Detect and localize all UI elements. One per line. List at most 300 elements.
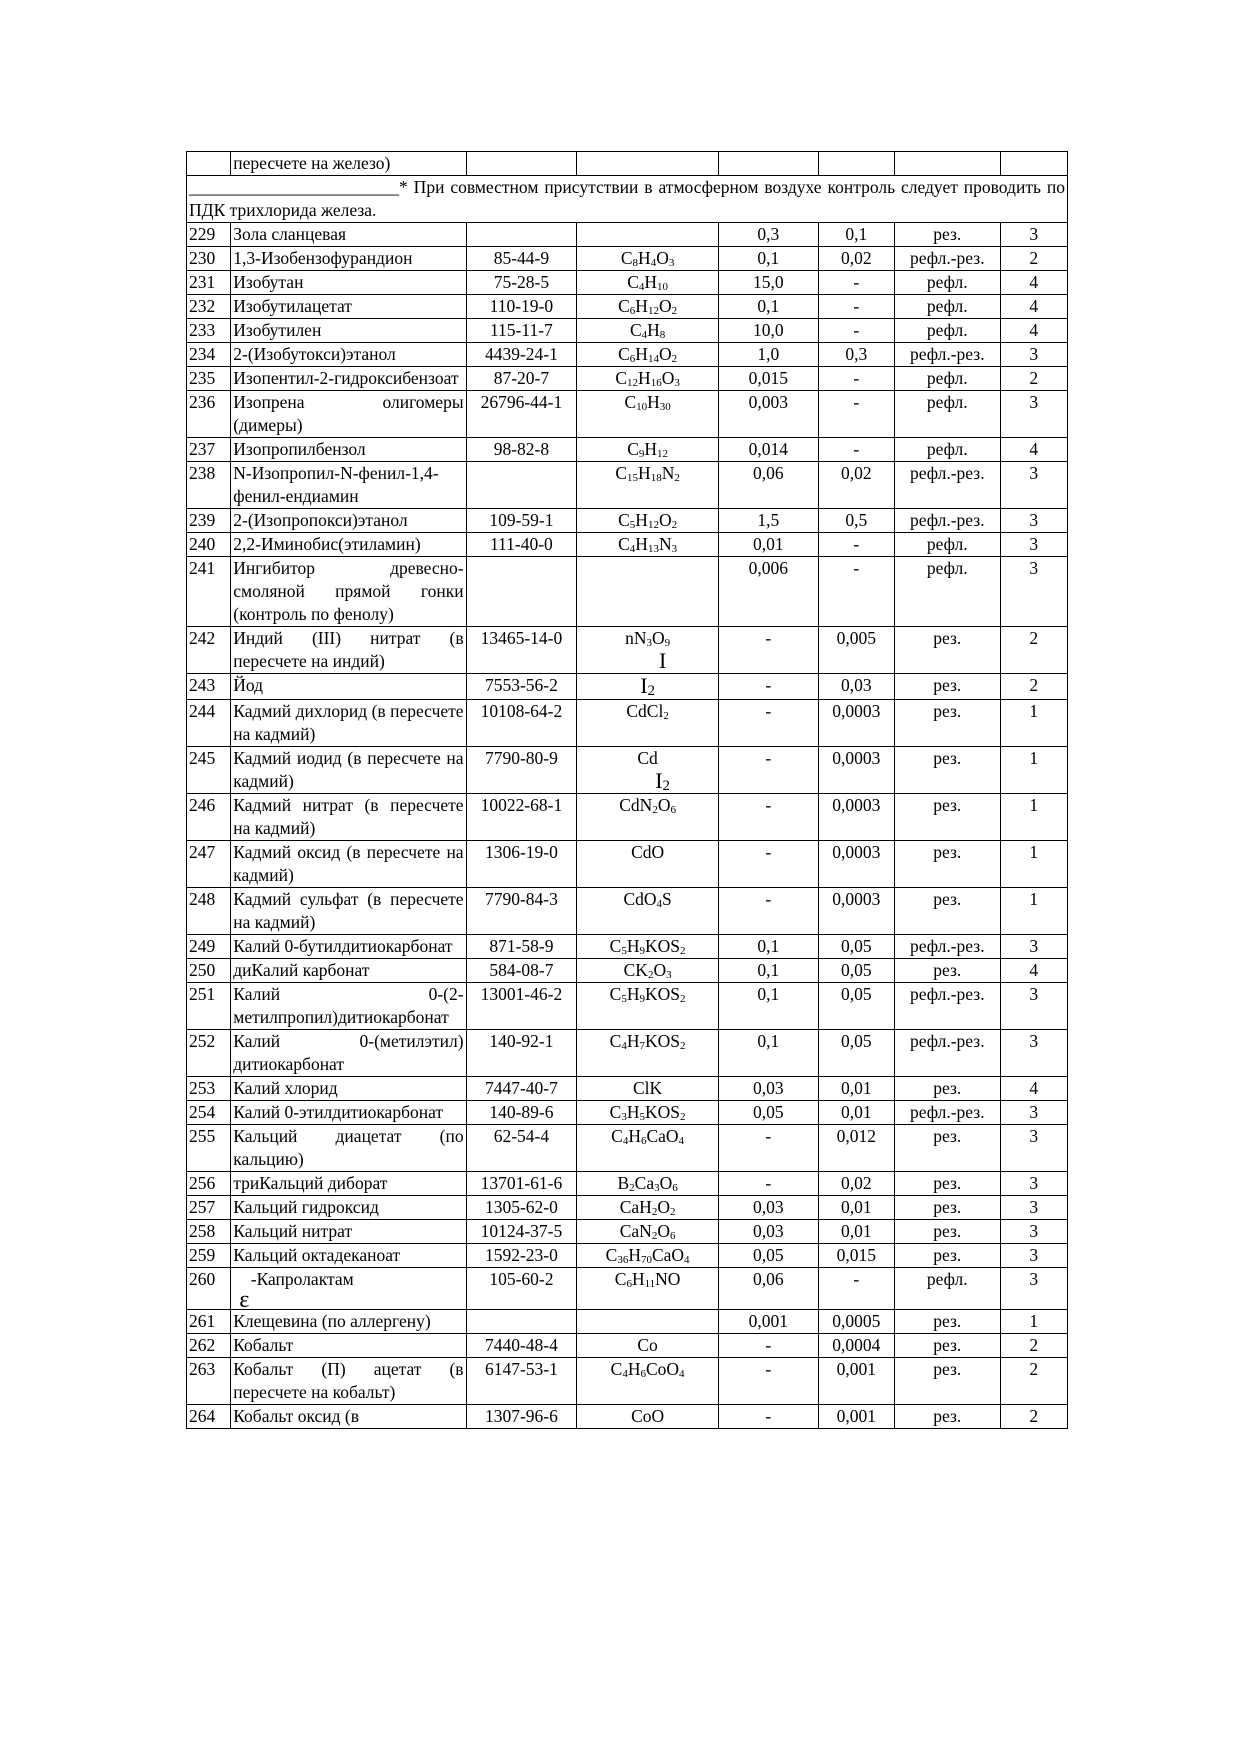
value1-cell: 1,0: [719, 343, 819, 367]
formula-cell: [577, 1310, 719, 1334]
cas-cell: 140-89-6: [466, 1101, 577, 1125]
value2-cell: 0,0004: [818, 1334, 894, 1358]
cas-cell: [466, 152, 577, 176]
value1-cell: 0,001: [719, 1310, 819, 1334]
hazard-class-cell: 1: [1000, 700, 1067, 747]
formula-cell: $C_{12}H_{16}O_3$: [577, 367, 719, 391]
row-number-cell: 241: [187, 557, 231, 627]
effect-type-cell: рефл.-рез.: [894, 1101, 1000, 1125]
value2-cell: 0,0003: [818, 700, 894, 747]
formula-cell: $C_9H_{12}$: [577, 438, 719, 462]
value2-cell: 0,05: [818, 983, 894, 1030]
hazard-class-cell: 4: [1000, 295, 1067, 319]
value2-cell: [818, 152, 894, 176]
effect-type-cell: рез.: [894, 1196, 1000, 1220]
row-number-cell: 257: [187, 1196, 231, 1220]
effect-type-cell: рез.: [894, 1310, 1000, 1334]
hazard-class-cell: 3: [1000, 1101, 1067, 1125]
cas-cell: 584-08-7: [466, 959, 577, 983]
value1-cell: -: [719, 747, 819, 794]
formula-cell: $C_4H_6CaO_4$: [577, 1125, 719, 1172]
effect-type-cell: рефл.: [894, 391, 1000, 438]
substance-name-cell: Кадмий нитрат (в пересчете на кадмий): [231, 794, 466, 841]
hazard-class-cell: 3: [1000, 983, 1067, 1030]
cas-cell: 1306-19-0: [466, 841, 577, 888]
row-number-cell: 247: [187, 841, 231, 888]
hazard-class-cell: 3: [1000, 343, 1067, 367]
value2-cell: 0,05: [818, 1030, 894, 1077]
formula-cell: $C_3H_5KOS_2$: [577, 1101, 719, 1125]
hazard-class-cell: 1: [1000, 841, 1067, 888]
substance-name-cell: Кобальт (П) ацетат (в пересчете на кобальт): [231, 1358, 466, 1405]
formula-cell: $C_5H_{12}O_2$: [577, 509, 719, 533]
value1-cell: 0,06: [719, 1268, 819, 1310]
substance-name-cell: Индий (III) нитрат (в пересчете на индий): [231, 627, 466, 674]
cas-cell: 85-44-9: [466, 247, 577, 271]
value2-cell: 0,05: [818, 935, 894, 959]
formula-cell: $C_6H_{12}O_2$: [577, 295, 719, 319]
value2-cell: 0,001: [818, 1405, 894, 1429]
hazard-class-cell: 3: [1000, 557, 1067, 627]
formula-cell: CdO: [577, 841, 719, 888]
cas-cell: 4439-24-1: [466, 343, 577, 367]
row-number-cell: 236: [187, 391, 231, 438]
substance-name-cell: Зола сланцевая: [231, 223, 466, 247]
substance-name-cell: Изобутилацетат: [231, 295, 466, 319]
hazard-class-cell: 3: [1000, 1220, 1067, 1244]
formula-cell: $C_{10}H_{30}$: [577, 391, 719, 438]
formula-cell: CoO: [577, 1405, 719, 1429]
effect-type-cell: рез.: [894, 794, 1000, 841]
substance-name-cell: Кадмий сульфат (в пересчете на кадмий): [231, 888, 466, 935]
effect-type-cell: рез.: [894, 627, 1000, 674]
hazard-class-cell: 3: [1000, 533, 1067, 557]
substance-name-cell: пересчете на железо): [231, 152, 466, 176]
value1-cell: 0,1: [719, 935, 819, 959]
formula-cell: $C_{36}H_{70}CaO_4$: [577, 1244, 719, 1268]
hazard-class-cell: 3: [1000, 1244, 1067, 1268]
table-row: [187, 1172, 1068, 1196]
value1-cell: 0,1: [719, 1030, 819, 1077]
hazard-class-cell: 4: [1000, 959, 1067, 983]
value2-cell: 0,5: [818, 509, 894, 533]
table-row: [187, 509, 1068, 533]
value1-cell: 0,015: [719, 367, 819, 391]
value2-cell: 0,05: [818, 959, 894, 983]
substance-name-cell: диКалий карбонат: [231, 959, 466, 983]
footnote-row: [187, 176, 1068, 223]
cas-cell: 7553-56-2: [466, 674, 577, 700]
formula-cell: [577, 557, 719, 627]
effect-type-cell: рефл.: [894, 367, 1000, 391]
substance-name-cell: Калий 0-(метилэтил) дитиокарбонат: [231, 1030, 466, 1077]
substance-name-cell: Изобутилен: [231, 319, 466, 343]
hazard-class-cell: [1000, 152, 1067, 176]
row-number-cell: 237: [187, 438, 231, 462]
formula-cell: $C_8H_4O_3$: [577, 247, 719, 271]
row-number-cell: 262: [187, 1334, 231, 1358]
value2-cell: 0,3: [818, 343, 894, 367]
table-row: [187, 391, 1068, 438]
effect-type-cell: рез.: [894, 1405, 1000, 1429]
table-row: [187, 152, 1068, 176]
value1-cell: 0,014: [719, 438, 819, 462]
row-number-cell: [187, 152, 231, 176]
substance-name-cell: Изопропилбензол: [231, 438, 466, 462]
table-row: [187, 983, 1068, 1030]
effect-type-cell: рефл.-рез.: [894, 983, 1000, 1030]
value1-cell: -: [719, 700, 819, 747]
row-number-cell: 235: [187, 367, 231, 391]
cas-cell: 10108-64-2: [466, 700, 577, 747]
cas-cell: [466, 1310, 577, 1334]
substance-name-cell: Йод: [231, 674, 466, 700]
hazard-class-cell: 3: [1000, 1172, 1067, 1196]
value1-cell: 0,05: [719, 1101, 819, 1125]
hazard-class-cell: 1: [1000, 1310, 1067, 1334]
value1-cell: -: [719, 1334, 819, 1358]
effect-type-cell: рез.: [894, 888, 1000, 935]
value1-cell: [719, 152, 819, 176]
table-row: [187, 888, 1068, 935]
hazard-class-cell: 1: [1000, 888, 1067, 935]
value1-cell: -: [719, 888, 819, 935]
table-row: [187, 438, 1068, 462]
effect-type-cell: рефл.: [894, 1268, 1000, 1310]
value2-cell: 0,005: [818, 627, 894, 674]
hazard-class-cell: 3: [1000, 509, 1067, 533]
hazard-class-cell: 3: [1000, 935, 1067, 959]
substance-name-cell: Изопентил-2-гидроксибензоат: [231, 367, 466, 391]
row-number-cell: 252: [187, 1030, 231, 1077]
row-number-cell: 229: [187, 223, 231, 247]
value2-cell: 0,001: [818, 1358, 894, 1405]
value1-cell: 0,1: [719, 295, 819, 319]
cas-cell: [466, 223, 577, 247]
formula-cell: Cd $I_2$: [577, 747, 719, 794]
row-number-cell: 250: [187, 959, 231, 983]
table-row: [187, 462, 1068, 509]
effect-type-cell: рез.: [894, 959, 1000, 983]
formula-cell: $C_5H_9KOS_2$: [577, 935, 719, 959]
value2-cell: 0,015: [818, 1244, 894, 1268]
effect-type-cell: рез.: [894, 1220, 1000, 1244]
value2-cell: 0,0005: [818, 1310, 894, 1334]
hazard-class-cell: 3: [1000, 1196, 1067, 1220]
value1-cell: -: [719, 794, 819, 841]
formula-cell: $C_4H_{13}N_3$: [577, 533, 719, 557]
value1-cell: 0,006: [719, 557, 819, 627]
effect-type-cell: рез.: [894, 1172, 1000, 1196]
value1-cell: -: [719, 627, 819, 674]
effect-type-cell: рез.: [894, 1077, 1000, 1101]
substance-name-cell: 1,3-Изобензофурандион: [231, 247, 466, 271]
row-number-cell: 263: [187, 1358, 231, 1405]
hazard-class-cell: 1: [1000, 794, 1067, 841]
hazard-class-cell: 3: [1000, 1030, 1067, 1077]
cas-cell: 6147-53-1: [466, 1358, 577, 1405]
table-row: [187, 533, 1068, 557]
cas-cell: 13001-46-2: [466, 983, 577, 1030]
cas-cell: [466, 557, 577, 627]
cas-cell: 871-58-9: [466, 935, 577, 959]
table-row: [187, 935, 1068, 959]
formula-cell: $nN_3O_9$ I: [577, 627, 719, 674]
row-number-cell: 249: [187, 935, 231, 959]
row-number-cell: 264: [187, 1405, 231, 1429]
value2-cell: 0,03: [818, 674, 894, 700]
cas-cell: 105-60-2: [466, 1268, 577, 1310]
table-row: [187, 1101, 1068, 1125]
table-row: [187, 1310, 1068, 1334]
value2-cell: 0,02: [818, 462, 894, 509]
table-row: [187, 367, 1068, 391]
table-row: [187, 223, 1068, 247]
row-number-cell: 246: [187, 794, 231, 841]
substances-table: [186, 151, 1068, 1429]
effect-type-cell: рефл.-рез.: [894, 343, 1000, 367]
value1-cell: -: [719, 1125, 819, 1172]
value2-cell: 0,01: [818, 1220, 894, 1244]
row-number-cell: 242: [187, 627, 231, 674]
table-row: [187, 1405, 1068, 1429]
hazard-class-cell: 2: [1000, 674, 1067, 700]
table-body: [187, 152, 1068, 1429]
row-number-cell: 254: [187, 1101, 231, 1125]
effect-type-cell: рефл.-рез.: [894, 935, 1000, 959]
formula-cell: $I_2$: [577, 674, 719, 700]
table-row: [187, 1268, 1068, 1310]
formula-cell: CdO$_4$S: [577, 888, 719, 935]
substance-name-cell: Калий 0-бутилдитиокарбонат: [231, 935, 466, 959]
substance-name-cell: Кальций октадеканоат: [231, 1244, 466, 1268]
formula-cell: $C_4H_8$: [577, 319, 719, 343]
effect-type-cell: рефл.: [894, 319, 1000, 343]
table-row: [187, 747, 1068, 794]
formula-cell: $B_2Ca_3O_6$: [577, 1172, 719, 1196]
effect-type-cell: рефл.: [894, 557, 1000, 627]
value2-cell: -: [818, 295, 894, 319]
formula-cell: ClK: [577, 1077, 719, 1101]
formula-cell: $C_{15}H_{18}N_2$: [577, 462, 719, 509]
substance-name-cell: Ингибитор древесно-смоляной прямой гонки (контроль по фенолу): [231, 557, 466, 627]
formula-cell: $C_6H_{11}NO$: [577, 1268, 719, 1310]
effect-type-cell: рефл.-рез.: [894, 1030, 1000, 1077]
hazard-class-cell: 2: [1000, 627, 1067, 674]
cas-cell: 75-28-5: [466, 271, 577, 295]
substance-name-cell: триКальций диборат: [231, 1172, 466, 1196]
hazard-class-cell: 2: [1000, 367, 1067, 391]
value2-cell: 0,01: [818, 1077, 894, 1101]
cas-cell: 13701-61-6: [466, 1172, 577, 1196]
table-row: [187, 1030, 1068, 1077]
value2-cell: -: [818, 533, 894, 557]
cas-cell: 7447-40-7: [466, 1077, 577, 1101]
cas-cell: 87-20-7: [466, 367, 577, 391]
value1-cell: -: [719, 1358, 819, 1405]
value2-cell: -: [818, 391, 894, 438]
hazard-class-cell: 3: [1000, 1125, 1067, 1172]
value2-cell: 0,01: [818, 1196, 894, 1220]
value2-cell: 0,0003: [818, 841, 894, 888]
hazard-class-cell: 2: [1000, 247, 1067, 271]
row-number-cell: 244: [187, 700, 231, 747]
formula-cell: $C_6H_{14}O_2$: [577, 343, 719, 367]
value2-cell: -: [818, 271, 894, 295]
cas-cell: 62-54-4: [466, 1125, 577, 1172]
row-number-cell: 243: [187, 674, 231, 700]
table-row: [187, 319, 1068, 343]
value1-cell: 0,03: [719, 1196, 819, 1220]
table-row: [187, 1358, 1068, 1405]
value1-cell: 0,003: [719, 391, 819, 438]
cas-cell: 98-82-8: [466, 438, 577, 462]
cas-cell: 1305-62-0: [466, 1196, 577, 1220]
cas-cell: 26796-44-1: [466, 391, 577, 438]
formula-cell: $CaN_2O_6$: [577, 1220, 719, 1244]
value1-cell: 1,5: [719, 509, 819, 533]
value2-cell: 0,0003: [818, 747, 894, 794]
value1-cell: 0,05: [719, 1244, 819, 1268]
value1-cell: 10,0: [719, 319, 819, 343]
table-row: [187, 674, 1068, 700]
value2-cell: 0,01: [818, 1101, 894, 1125]
effect-type-cell: рефл.: [894, 438, 1000, 462]
substance-name-cell: Калий 0-(2-метилпропил)дитиокарбонат: [231, 983, 466, 1030]
hazard-class-cell: 4: [1000, 271, 1067, 295]
formula-cell: Co: [577, 1334, 719, 1358]
value1-cell: -: [719, 841, 819, 888]
value2-cell: -: [818, 557, 894, 627]
substance-name-cell: Изопрена олигомеры (димеры): [231, 391, 466, 438]
substance-name-cell: Клещевина (по аллергену): [231, 1310, 466, 1334]
effect-type-cell: рефл.-рез.: [894, 462, 1000, 509]
value2-cell: 0,1: [818, 223, 894, 247]
substance-name-cell: Кадмий иодид (в пересчете на кадмий): [231, 747, 466, 794]
row-number-cell: 256: [187, 1172, 231, 1196]
value1-cell: 0,1: [719, 983, 819, 1030]
hazard-class-cell: 4: [1000, 1077, 1067, 1101]
cas-cell: 7790-80-9: [466, 747, 577, 794]
effect-type-cell: рез.: [894, 223, 1000, 247]
value1-cell: 0,1: [719, 247, 819, 271]
hazard-class-cell: 4: [1000, 438, 1067, 462]
formula-cell: $C_4H_7KOS_2$: [577, 1030, 719, 1077]
table-row: [187, 295, 1068, 319]
table-row: [187, 959, 1068, 983]
value2-cell: -: [818, 1268, 894, 1310]
table-row: [187, 1334, 1068, 1358]
effect-type-cell: рефл.-рез.: [894, 247, 1000, 271]
effect-type-cell: рефл.-рез.: [894, 509, 1000, 533]
row-number-cell: 261: [187, 1310, 231, 1334]
value1-cell: -: [719, 674, 819, 700]
row-number-cell: 259: [187, 1244, 231, 1268]
hazard-class-cell: 1: [1000, 747, 1067, 794]
value1-cell: 0,01: [719, 533, 819, 557]
hazard-class-cell: 3: [1000, 391, 1067, 438]
row-number-cell: 258: [187, 1220, 231, 1244]
effect-type-cell: рез.: [894, 674, 1000, 700]
row-number-cell: 255: [187, 1125, 231, 1172]
effect-type-cell: рез.: [894, 700, 1000, 747]
substance-name-cell: Изобутан: [231, 271, 466, 295]
cas-cell: 10022-68-1: [466, 794, 577, 841]
substance-name-cell: 2-(Изопропокси)этанол: [231, 509, 466, 533]
formula-cell: $C_5H_9KOS_2$: [577, 983, 719, 1030]
value2-cell: -: [818, 367, 894, 391]
formula-cell: [577, 152, 719, 176]
table-row: [187, 1220, 1068, 1244]
value2-cell: 0,0003: [818, 888, 894, 935]
effect-type-cell: рез.: [894, 747, 1000, 794]
substance-name-cell: Кадмий оксид (в пересчете на кадмий): [231, 841, 466, 888]
effect-type-cell: рез.: [894, 1358, 1000, 1405]
table-row: [187, 1077, 1068, 1101]
effect-type-cell: рез.: [894, 1244, 1000, 1268]
substance-name-cell: Кобальт оксид (в: [231, 1405, 466, 1429]
value2-cell: 0,02: [818, 1172, 894, 1196]
table-row: [187, 627, 1068, 674]
value2-cell: 0,0003: [818, 794, 894, 841]
effect-type-cell: рефл.: [894, 533, 1000, 557]
value1-cell: 0,06: [719, 462, 819, 509]
substance-name-cell: Кобальт: [231, 1334, 466, 1358]
footnote-text: ________________________* При совместном присутствии в атмосферном воздухе контроль следует проводить по ПДК трихлорида железа.: [187, 176, 1068, 223]
substance-name-cell: Калий 0-этилдитиокарбонат: [231, 1101, 466, 1125]
cas-cell: 1307-96-6: [466, 1405, 577, 1429]
table-row: [187, 1196, 1068, 1220]
value2-cell: 0,02: [818, 247, 894, 271]
row-number-cell: 234: [187, 343, 231, 367]
formula-cell: $CaH_2O_2$: [577, 1196, 719, 1220]
row-number-cell: 245: [187, 747, 231, 794]
substance-name-cell: 2,2-Иминобис(этиламин): [231, 533, 466, 557]
effect-type-cell: рез.: [894, 841, 1000, 888]
cas-cell: 7440-48-4: [466, 1334, 577, 1358]
value2-cell: -: [818, 438, 894, 462]
cas-cell: 110-19-0: [466, 295, 577, 319]
table-row: [187, 343, 1068, 367]
formula-cell: $CK_2O_3$: [577, 959, 719, 983]
cas-cell: 7790-84-3: [466, 888, 577, 935]
cas-cell: 140-92-1: [466, 1030, 577, 1077]
table-row: [187, 271, 1068, 295]
row-number-cell: 238: [187, 462, 231, 509]
cas-cell: 111-40-0: [466, 533, 577, 557]
row-number-cell: 233: [187, 319, 231, 343]
substance-name-cell: N-Изопропил-N-фенил-1,4-фенил-ендиамин: [231, 462, 466, 509]
effect-type-cell: рез.: [894, 1334, 1000, 1358]
formula-cell: $CdN_2O_6$: [577, 794, 719, 841]
effect-type-cell: [894, 152, 1000, 176]
formula-cell: [577, 223, 719, 247]
table-row: [187, 247, 1068, 271]
table-row: [187, 1125, 1068, 1172]
hazard-class-cell: 2: [1000, 1405, 1067, 1429]
table-row: [187, 794, 1068, 841]
substance-name-cell: Кадмий дихлорид (в пересчете на кадмий): [231, 700, 466, 747]
cas-cell: 13465-14-0: [466, 627, 577, 674]
substance-name-cell: 2-(Изобутокси)этанол: [231, 343, 466, 367]
substance-name-cell: Калий хлорид: [231, 1077, 466, 1101]
substance-name-cell: Кальций нитрат: [231, 1220, 466, 1244]
value2-cell: 0,012: [818, 1125, 894, 1172]
row-number-cell: 251: [187, 983, 231, 1030]
value2-cell: -: [818, 319, 894, 343]
effect-type-cell: рез.: [894, 1125, 1000, 1172]
row-number-cell: 239: [187, 509, 231, 533]
